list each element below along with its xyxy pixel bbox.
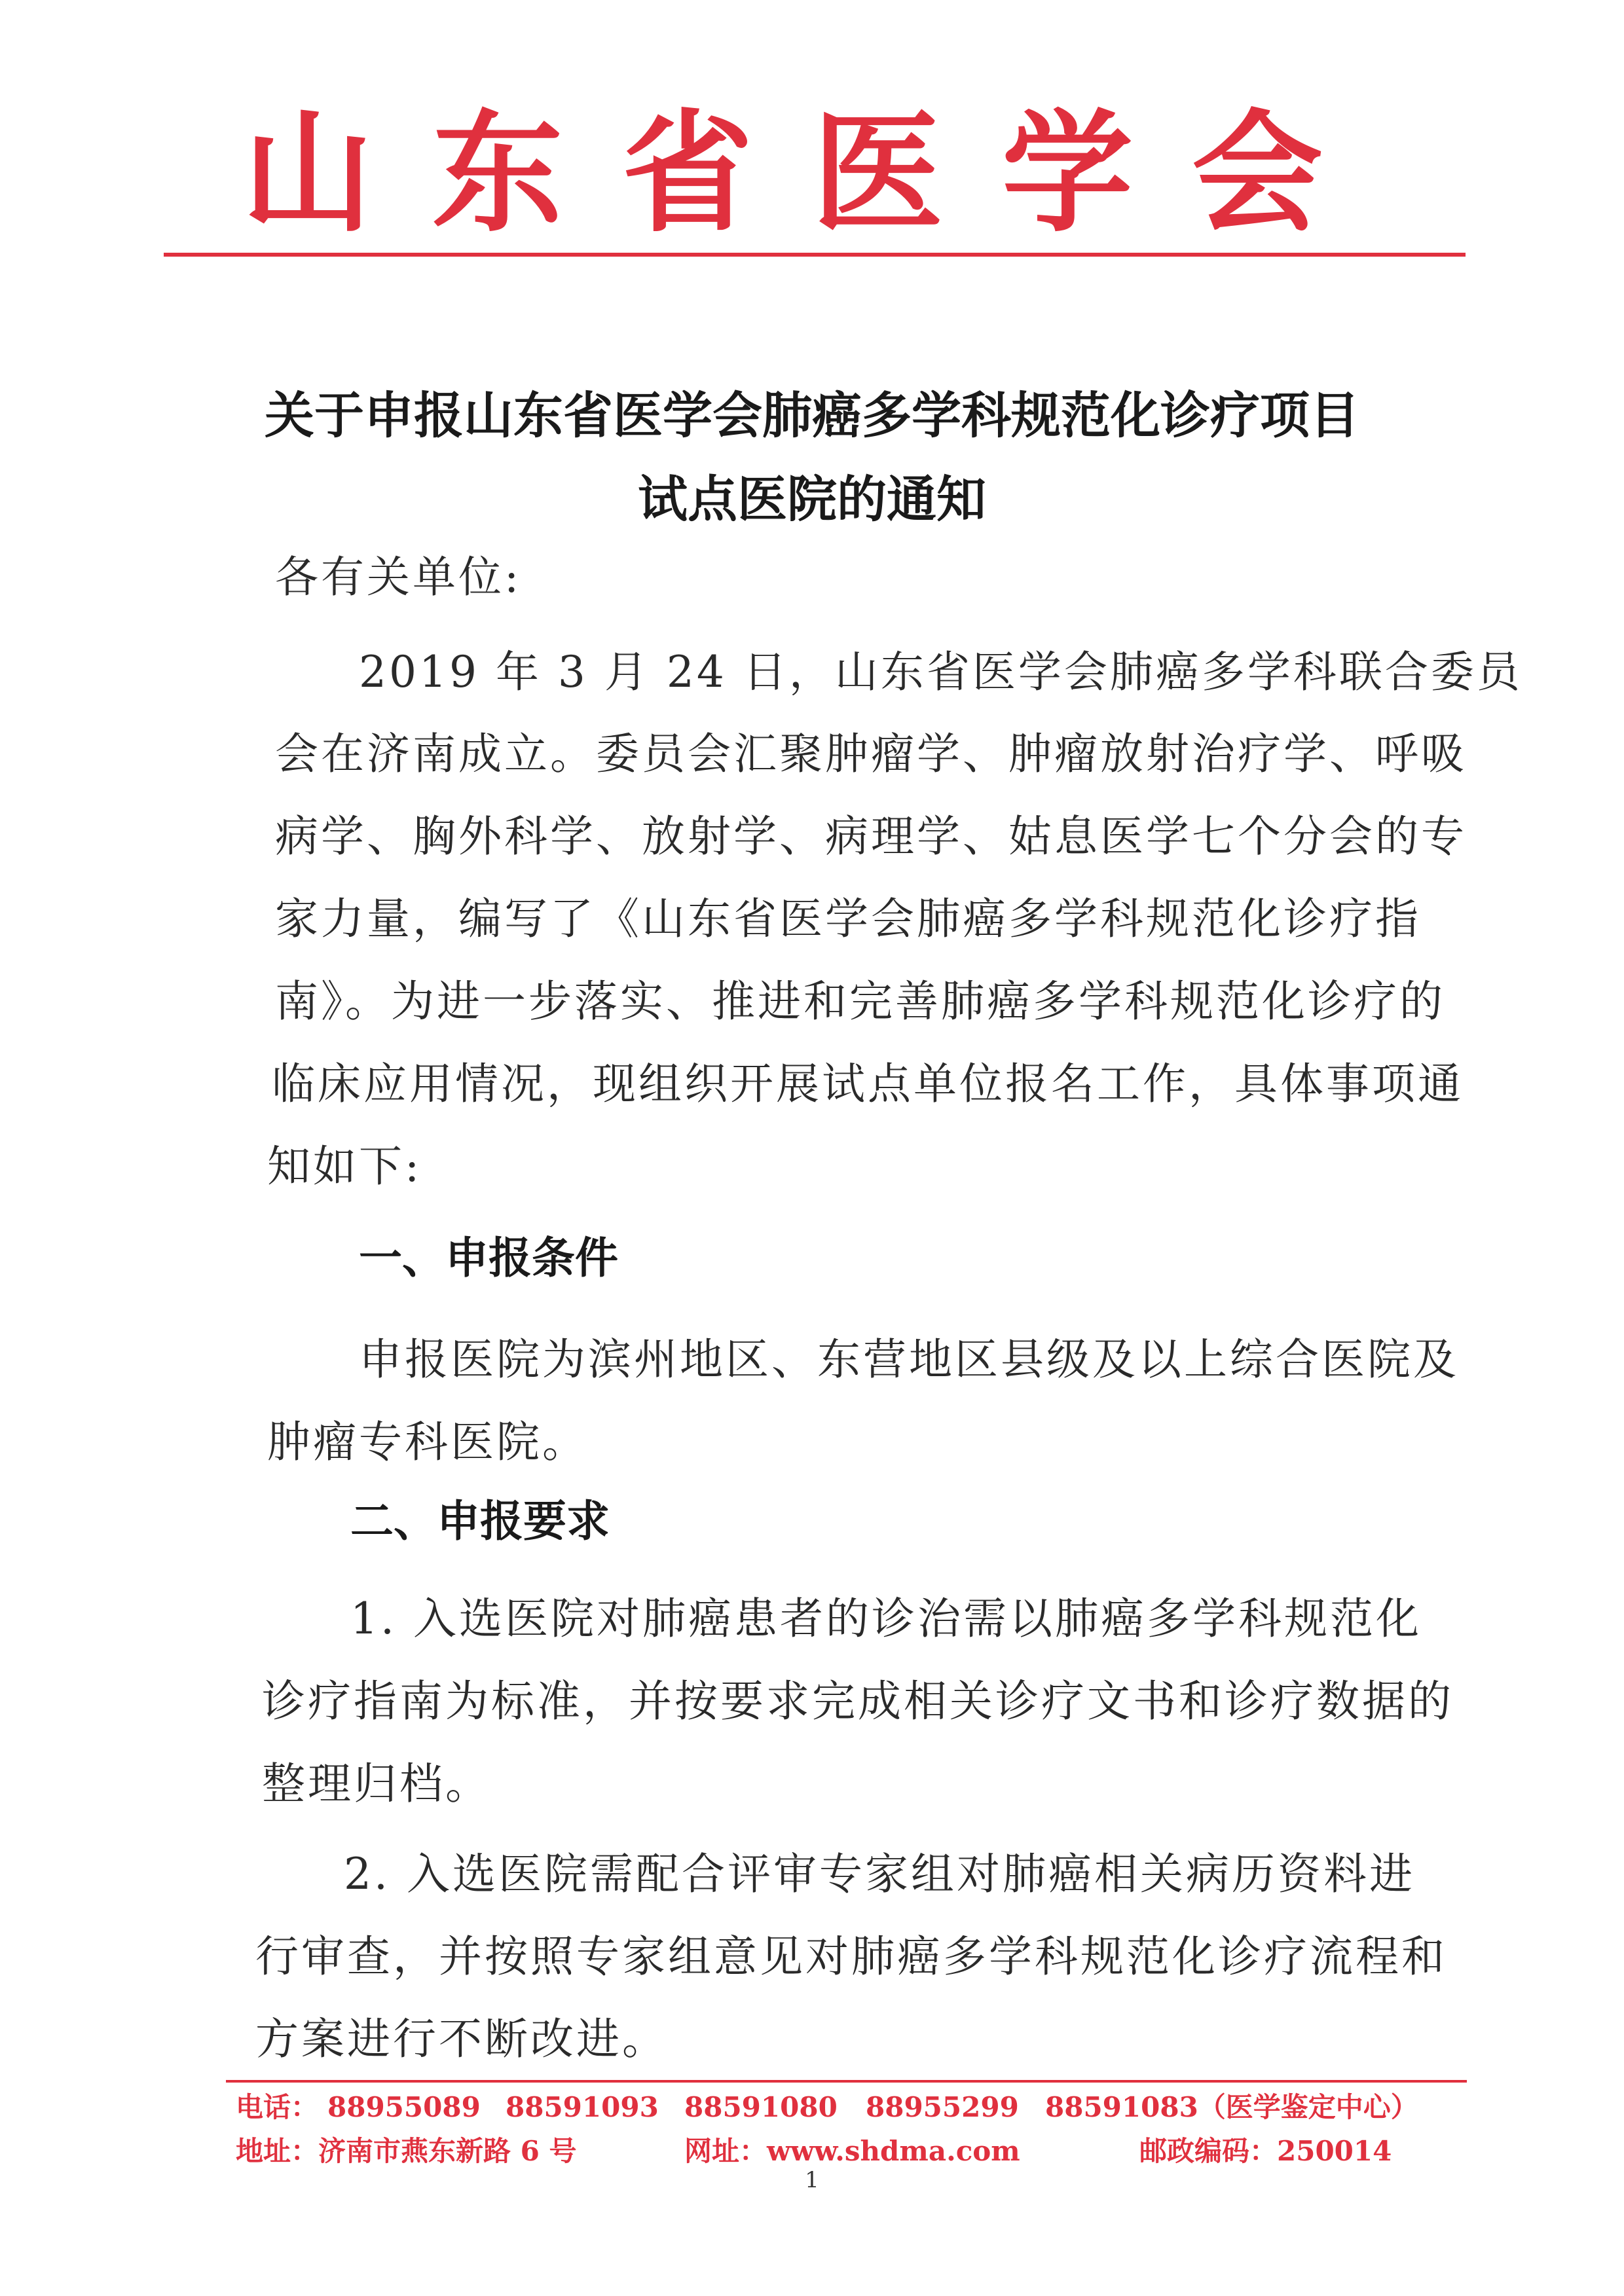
salutation: 各有关单位: (275, 552, 522, 602)
paragraph-line: 2. 入选医院需配合评审专家组对肺癌相关病历资料进 (344, 1849, 1415, 1899)
paragraph-line: 方案进行不断改进。 (255, 2014, 668, 2064)
page-number: 1 (805, 2167, 819, 2193)
footer-postcode: 邮政编码：250014 (1139, 2135, 1392, 2167)
paragraph-line: 临床应用情况，现组织开展试点单位报名工作，具体事项通 (272, 1059, 1464, 1109)
footer-phone: 88955089 (327, 2091, 481, 2123)
footer-phone: 88591080 (684, 2091, 838, 2123)
paragraph-line: 诊疗指南为标准，并按要求完成相关诊疗文书和诊疗数据的 (262, 1676, 1454, 1726)
paragraph-line: 行审查，并按照专家组意见对肺癌多学科规范化诊疗流程和 (255, 1931, 1447, 1982)
footer-address: 地址：济南市燕东新路 6 号 (236, 2135, 577, 2167)
footer-phone: 88591093 (506, 2091, 659, 2123)
document-title-line-1: 关于申报山东省医学会肺癌多学科规范化诊疗项目 (265, 386, 1359, 445)
paragraph-line: 病学、胸外科学、放射学、病理学、姑息医学七个分会的专 (275, 811, 1467, 862)
paragraph-line: 1. 入选医院对肺癌患者的诊治需以肺癌多学科规范化 (350, 1594, 1422, 1644)
paragraph-line: 申报医院为滨州地区、东营地区县级及以上综合医院及 (359, 1334, 1459, 1385)
section-heading-application-requirements: 二、申报要求 (350, 1496, 610, 1546)
letterhead-divider (164, 253, 1466, 257)
paragraph-line: 南》。为进一步落实、推进和完善肺癌多学科规范化诊疗的 (275, 976, 1445, 1027)
paragraph-line: 家力量，编写了《山东省医学会肺癌多学科规范化诊疗指 (275, 894, 1421, 944)
footer-phone-label: 电话： (236, 2091, 319, 2123)
paragraph-line: 会在济南成立。委员会汇聚肿瘤学、肿瘤放射治疗学、呼吸 (275, 729, 1467, 779)
letterhead-org-name: 山东省医学会 (242, 96, 1382, 250)
section-heading-application-conditions: 一、申报条件 (359, 1233, 618, 1283)
footer-phone: 88591083（医学鉴定中心） (1045, 2091, 1418, 2123)
footer-divider (226, 2080, 1467, 2083)
paragraph-line: 肿瘤专科医院。 (267, 1417, 588, 1467)
paragraph-line: 知如下: (267, 1141, 422, 1192)
footer-phone: 88955299 (866, 2091, 1019, 2123)
paragraph-line: 2019 年 3 月 24 日，山东省医学会肺癌多学科联合委员 (359, 647, 1522, 697)
footer-website: 网址：www.shdma.com (684, 2135, 1020, 2167)
paragraph-line: 整理归档。 (262, 1758, 491, 1809)
document-title-line-2: 试点医院的通知 (638, 470, 986, 528)
